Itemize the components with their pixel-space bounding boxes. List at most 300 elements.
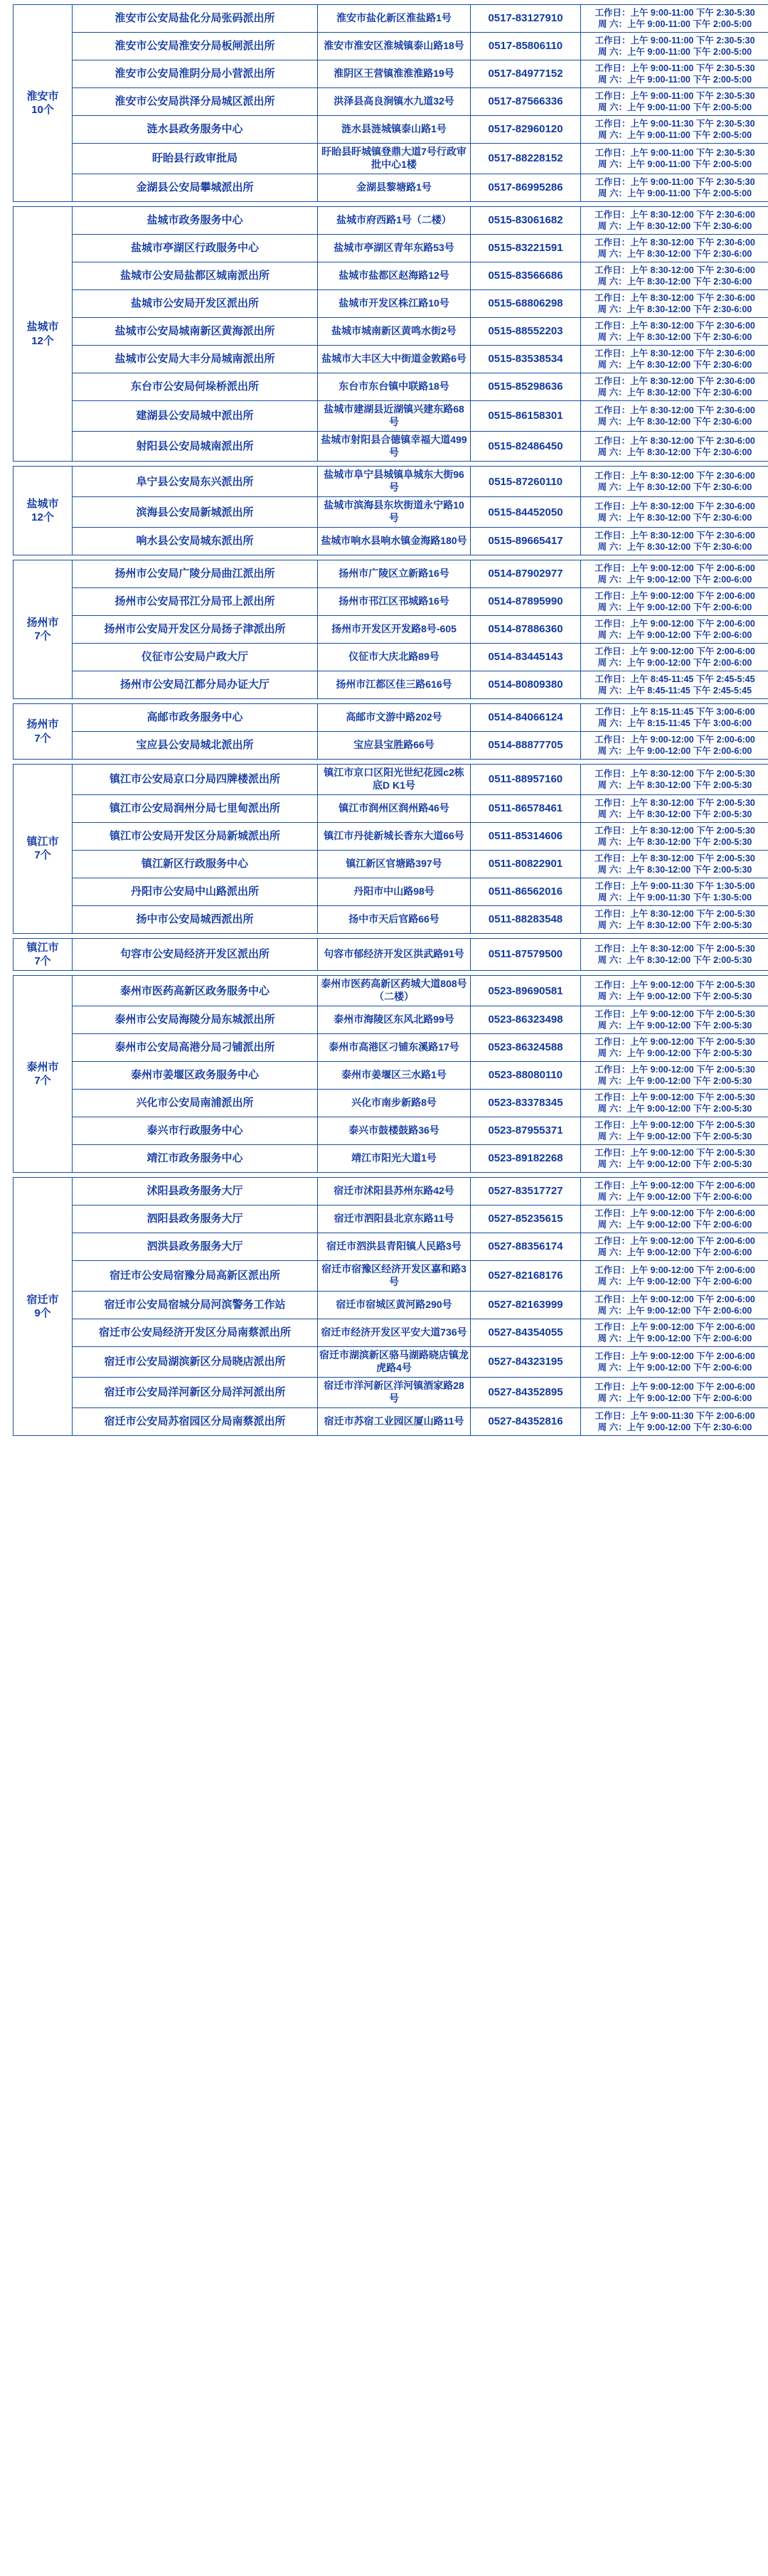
telephone-cell[interactable]: 0517-88228152 xyxy=(471,144,581,174)
region-name: 镇江市 xyxy=(15,941,70,954)
region-table xyxy=(13,938,768,971)
hours-cell xyxy=(581,560,768,588)
unit-name-cell: 仪征市公安局户政大厅 xyxy=(73,644,318,671)
table-row xyxy=(14,1006,768,1034)
address-cell: 泰州市医药高新区药城大道808号（二楼） xyxy=(318,976,471,1006)
hours-line: 工作日：上午 8:30-12:00 下午 2:00-5:30 xyxy=(582,797,767,809)
table-row xyxy=(14,497,768,528)
table-row xyxy=(14,5,768,33)
unit-name-cell: 宿迁市公安局宿豫分局高新区派出所 xyxy=(73,1261,318,1292)
table-row xyxy=(14,1261,768,1292)
table-row xyxy=(14,1233,768,1261)
telephone-cell[interactable]: 0511-86562016 xyxy=(471,878,581,905)
region-cell xyxy=(14,1178,73,1435)
telephone-cell[interactable]: 0514-88877705 xyxy=(471,732,581,760)
hours-line: 周 六：上午 9:00-12:00 下午 2:00-6:00 xyxy=(582,657,767,669)
table-row xyxy=(14,850,768,878)
hours-line: 周 六：上午 9:00-12:00 下午 2:00-6:00 xyxy=(582,1305,767,1316)
unit-name-cell: 扬州市公安局广陵分局曲江派出所 xyxy=(73,560,318,588)
table-row xyxy=(14,289,768,317)
table-row xyxy=(14,765,768,795)
hours-cell xyxy=(581,704,768,732)
unit-name-cell: 盐城市政务服务中心 xyxy=(73,206,318,234)
table-row xyxy=(14,794,768,822)
hours-line: 周 六：上午 8:30-12:00 下午 2:30-6:00 xyxy=(582,447,767,458)
telephone-cell[interactable]: 0515-83221591 xyxy=(471,234,581,262)
hours-line: 周 六：上午 8:30-12:00 下午 2:30-6:00 xyxy=(582,416,767,427)
unit-name-cell: 扬州市公安局开发区分局扬子津派出所 xyxy=(73,616,318,644)
hours-line: 工作日：上午 9:00-12:00 下午 2:00-6:00 xyxy=(582,1321,767,1333)
hours-line: 工作日：上午 8:30-12:00 下午 2:30-6:00 xyxy=(582,405,767,416)
telephone-cell[interactable]: 0517-84977152 xyxy=(471,60,581,88)
hours-cell xyxy=(581,1006,768,1034)
telephone-cell[interactable]: 0517-86995286 xyxy=(471,174,581,201)
hours-line: 周 六：上午 8:30-12:00 下午 2:00-5:30 xyxy=(582,779,767,791)
address-cell: 扬州市江都区佳三路616号 xyxy=(318,671,471,699)
telephone-cell[interactable]: 0523-89690581 xyxy=(471,976,581,1006)
address-cell: 涟水县涟城镇泰山路1号 xyxy=(318,116,471,144)
address-cell: 盐城市射阳县合德镇幸福大道499号 xyxy=(318,431,471,462)
hours-cell xyxy=(581,144,768,174)
telephone-cell[interactable]: 0517-87566336 xyxy=(471,88,581,116)
region-cell xyxy=(14,938,73,970)
telephone-cell[interactable]: 0514-80809380 xyxy=(471,671,581,699)
hours-line: 工作日：上午 8:30-12:00 下午 2:00-5:30 xyxy=(582,825,767,836)
hours-line: 工作日：上午 9:00-11:00 下午 2:30-5:30 xyxy=(582,90,767,102)
unit-name-cell: 盐城市公安局大丰分局城南派出所 xyxy=(73,345,318,373)
telephone-cell[interactable]: 0511-86578461 xyxy=(471,794,581,822)
telephone-cell[interactable]: 0527-88356174 xyxy=(471,1233,581,1261)
hours-line: 工作日：上午 9:00-11:00 下午 2:30-5:30 xyxy=(582,147,767,159)
telephone-cell[interactable]: 0514-84066124 xyxy=(471,704,581,732)
hours-line: 工作日：上午 9:00-12:00 下午 2:00-5:30 xyxy=(582,979,767,991)
table-row xyxy=(14,400,768,431)
telephone-cell[interactable]: 0511-88957160 xyxy=(471,765,581,795)
telephone-cell[interactable]: 0515-89665417 xyxy=(471,528,581,555)
unit-name-cell: 扬州市公安局江都分局办证大厅 xyxy=(73,671,318,699)
telephone-cell[interactable]: 0523-87955371 xyxy=(471,1117,581,1145)
telephone-cell[interactable]: 0517-83127910 xyxy=(471,5,581,33)
telephone-cell[interactable]: 0514-83445143 xyxy=(471,644,581,671)
hours-line: 周 六：上午 9:00-12:00 下午 2:00-6:00 xyxy=(582,745,767,757)
hours-line: 工作日：上午 9:00-12:00 下午 2:00-6:00 xyxy=(582,1294,767,1305)
hours-cell xyxy=(581,765,768,795)
address-cell: 扬州市邗江区邗城路16号 xyxy=(318,588,471,616)
hours-cell xyxy=(581,822,768,850)
address-cell: 靖江市阳光大道1号 xyxy=(318,1145,471,1173)
hours-cell xyxy=(581,1205,768,1233)
table-row xyxy=(14,1319,768,1346)
region-count: 12个 xyxy=(15,511,70,524)
region-cell xyxy=(14,206,73,462)
telephone-cell[interactable]: 0523-86324588 xyxy=(471,1034,581,1062)
hours-line: 周 六：上午 8:30-12:00 下午 2:00-5:30 xyxy=(582,809,767,820)
address-cell: 盐城市开发区株江路10号 xyxy=(318,289,471,317)
region-cell xyxy=(14,5,73,202)
unit-name-cell: 淮安市公安局洪泽分局城区派出所 xyxy=(73,88,318,116)
address-cell: 金湖县黎塘路1号 xyxy=(318,174,471,201)
unit-name-cell: 宿迁市公安局经济开发区分局南蔡派出所 xyxy=(73,1319,318,1346)
hours-line: 工作日：上午 9:00-11:00 下午 2:30-5:30 xyxy=(582,176,767,188)
hours-line: 工作日：上午 8:30-12:00 下午 2:30-6:00 xyxy=(582,530,767,541)
address-cell: 盐城市大丰区大中街道金敦路6号 xyxy=(318,345,471,373)
telephone-cell[interactable]: 0515-83061682 xyxy=(471,206,581,234)
table-row xyxy=(14,878,768,905)
table-row xyxy=(14,345,768,373)
hours-cell xyxy=(581,1319,768,1346)
hours-cell xyxy=(581,497,768,528)
address-cell: 仪征市大庆北路89号 xyxy=(318,644,471,671)
hours-line: 工作日：上午 9:00-12:00 下午 2:00-6:00 xyxy=(582,1235,767,1247)
table-row xyxy=(14,116,768,144)
region-name: 宿迁市 xyxy=(15,1293,70,1306)
region-count: 12个 xyxy=(15,334,70,348)
hours-cell xyxy=(581,644,768,671)
hours-line: 工作日：上午 8:30-12:00 下午 2:30-6:00 xyxy=(582,292,767,304)
hours-line: 周 六：上午 8:30-12:00 下午 2:00-5:30 xyxy=(582,920,767,931)
region-cell xyxy=(14,704,73,760)
hours-line: 工作日：上午 8:30-12:00 下午 2:00-5:30 xyxy=(582,943,767,954)
unit-name-cell: 扬中市公安局城西派出所 xyxy=(73,905,318,933)
hours-line: 工作日：上午 9:00-11:00 下午 2:30-5:30 xyxy=(582,63,767,74)
telephone-cell[interactable]: 0515-88552203 xyxy=(471,317,581,345)
address-cell: 盐城市滨海县东坎街道永宁路10号 xyxy=(318,497,471,528)
hours-cell xyxy=(581,289,768,317)
hours-cell xyxy=(581,1178,768,1205)
telephone-cell[interactable]: 0527-84323195 xyxy=(471,1346,581,1377)
region-name: 盐城市 xyxy=(15,497,70,511)
hours-cell xyxy=(581,60,768,88)
hours-cell xyxy=(581,1407,768,1435)
hours-line: 工作日：上午 9:00-12:00 下午 2:00-6:00 xyxy=(582,563,767,574)
unit-name-cell: 靖江市政务服务中心 xyxy=(73,1145,318,1173)
table-row xyxy=(14,60,768,88)
address-cell: 镇江新区官塘路397号 xyxy=(318,850,471,878)
address-cell: 镇江市丹徒新城长香东大道66号 xyxy=(318,822,471,850)
region-table xyxy=(13,560,768,699)
unit-name-cell: 盐城市亭湖区行政服务中心 xyxy=(73,234,318,262)
hours-line: 工作日：上午 9:00-12:00 下午 2:00-6:00 xyxy=(582,1351,767,1362)
telephone-cell[interactable]: 0515-82486450 xyxy=(471,431,581,462)
telephone-cell[interactable]: 0511-87579500 xyxy=(471,938,581,970)
hours-cell xyxy=(581,345,768,373)
region-count: 7个 xyxy=(15,954,70,968)
unit-name-cell: 建湖县公安局城中派出所 xyxy=(73,400,318,431)
hours-line: 周 六：上午 8:30-12:00 下午 2:30-6:00 xyxy=(582,220,767,232)
telephone-cell[interactable]: 0515-68806298 xyxy=(471,289,581,317)
table-row xyxy=(14,1062,768,1090)
table-row xyxy=(14,1291,768,1319)
address-cell: 泰州市海陵区东风北路99号 xyxy=(318,1006,471,1034)
hours-line: 周 六：上午 9:00-12:00 下午 2:30-6:00 xyxy=(582,1422,767,1433)
unit-name-cell: 涟水县政务服务中心 xyxy=(73,116,318,144)
document-page xyxy=(0,4,768,2576)
address-cell: 宿迁市泗洪县青阳镇人民路3号 xyxy=(318,1233,471,1261)
telephone-cell[interactable]: 0514-87902977 xyxy=(471,560,581,588)
hours-line: 周 六：上午 9:00-12:00 下午 2:00-6:00 xyxy=(582,1191,767,1203)
unit-name-cell: 宿迁市公安局湖滨新区分局晓店派出所 xyxy=(73,1346,318,1377)
table-row xyxy=(14,616,768,644)
telephone-cell[interactable]: 0523-83378345 xyxy=(471,1090,581,1117)
hours-line: 周 六：上午 9:00-11:00 下午 2:00-5:00 xyxy=(582,159,767,170)
address-cell: 宿迁市泗阳县北京东路11号 xyxy=(318,1205,471,1233)
hours-line: 工作日：上午 9:00-12:00 下午 2:00-5:30 xyxy=(582,1147,767,1159)
unit-name-cell: 高邮市政务服务中心 xyxy=(73,704,318,732)
hours-line: 周 六：上午 8:45-11:45 下午 2:45-5:45 xyxy=(582,685,767,696)
region-name: 扬州市 xyxy=(15,718,70,731)
hours-line: 工作日：上午 9:00-11:30 下午 2:30-5:30 xyxy=(582,118,767,129)
telephone-cell[interactable]: 0514-87886360 xyxy=(471,616,581,644)
address-cell: 盐城市亭湖区青年东路53号 xyxy=(318,234,471,262)
hours-line: 周 六：上午 9:00-12:00 下午 2:00-6:00 xyxy=(582,629,767,641)
address-cell: 盐城市府西路1号（二楼） xyxy=(318,206,471,234)
hours-cell xyxy=(581,528,768,555)
hours-line: 工作日：上午 8:30-12:00 下午 2:30-6:00 xyxy=(582,209,767,220)
telephone-cell[interactable]: 0515-85298636 xyxy=(471,373,581,400)
address-cell: 淮阴区王营镇淮淮淮路19号 xyxy=(318,60,471,88)
hours-line: 工作日：上午 8:30-12:00 下午 2:30-6:00 xyxy=(582,348,767,359)
unit-name-cell: 镇江新区行政服务中心 xyxy=(73,850,318,878)
hours-cell xyxy=(581,116,768,144)
table-row xyxy=(14,1178,768,1205)
hours-cell xyxy=(581,1346,768,1377)
unit-name-cell: 射阳县公安局城南派出所 xyxy=(73,431,318,462)
hours-cell xyxy=(581,850,768,878)
telephone-cell[interactable]: 0515-84452050 xyxy=(471,497,581,528)
hours-line: 周 六：上午 8:30-12:00 下午 2:30-6:00 xyxy=(582,359,767,371)
address-cell: 丹阳市中山路98号 xyxy=(318,878,471,905)
address-cell: 宿迁市苏宿工业园区厦山路11号 xyxy=(318,1407,471,1435)
hours-line: 工作日：上午 8:30-12:00 下午 2:30-6:00 xyxy=(582,320,767,331)
unit-name-cell: 淮安市公安局盐化分局张码派出所 xyxy=(73,5,318,33)
hours-line: 工作日：上午 8:30-12:00 下午 2:30-6:00 xyxy=(582,501,767,512)
table-row xyxy=(14,671,768,699)
hours-cell xyxy=(581,206,768,234)
address-cell: 盐城市阜宁县城镇阜城东大街96号 xyxy=(318,467,471,497)
hours-line: 周 六：上午 9:00-12:00 下午 2:00-6:00 xyxy=(582,1362,767,1373)
telephone-cell[interactable]: 0515-83566686 xyxy=(471,262,581,289)
table-row xyxy=(14,144,768,174)
address-cell: 镇江市润州区润州路46号 xyxy=(318,794,471,822)
unit-name-cell: 淮安市公安局淮安分局板闸派出所 xyxy=(73,33,318,60)
hours-line: 周 六：上午 8:30-12:00 下午 2:30-6:00 xyxy=(582,481,767,493)
hours-line: 工作日：上午 9:00-11:30 下午 1:30-5:00 xyxy=(582,880,767,892)
hours-line: 工作日：上午 9:00-12:00 下午 2:00-6:00 xyxy=(582,590,767,602)
unit-name-cell: 泰州市公安局高港分局刁铺派出所 xyxy=(73,1034,318,1062)
unit-name-cell: 丹阳市公安局中山路派出所 xyxy=(73,878,318,905)
hours-cell xyxy=(581,1377,768,1407)
telephone-cell[interactable]: 0514-87895990 xyxy=(471,588,581,616)
address-cell: 扬中市天后官路66号 xyxy=(318,905,471,933)
telephone-cell[interactable]: 0517-82960120 xyxy=(471,116,581,144)
table-row xyxy=(14,88,768,116)
address-cell: 盱眙县盱城镇登鼎大道7号行政审批中心1楼 xyxy=(318,144,471,174)
telephone-cell[interactable]: 0523-89182268 xyxy=(471,1145,581,1173)
unit-name-cell: 响水县公安局城东派出所 xyxy=(73,528,318,555)
hours-cell xyxy=(581,732,768,760)
address-cell: 宿迁市宿城区黄河路290号 xyxy=(318,1291,471,1319)
hours-cell xyxy=(581,878,768,905)
hours-line: 工作日：上午 9:00-12:00 下午 2:00-6:00 xyxy=(582,618,767,629)
hours-line: 工作日：上午 9:00-12:00 下午 2:00-6:00 xyxy=(582,1265,767,1276)
address-cell: 洪泽县高良涧镇水九道32号 xyxy=(318,88,471,116)
hours-line: 周 六：上午 9:00-12:00 下午 2:00-6:00 xyxy=(582,1276,767,1287)
hours-line: 周 六：上午 9:00-12:00 下午 2:00-5:30 xyxy=(582,1048,767,1059)
hours-line: 工作日：上午 8:45-11:45 下午 2:45-5:45 xyxy=(582,674,767,685)
hours-line: 工作日：上午 9:00-12:00 下午 2:00-6:00 xyxy=(582,1208,767,1219)
region-name: 盐城市 xyxy=(15,320,70,334)
table-row xyxy=(14,234,768,262)
telephone-cell[interactable]: 0527-84352895 xyxy=(471,1377,581,1407)
telephone-cell[interactable]: 0523-88080110 xyxy=(471,1062,581,1090)
hours-line: 周 六：上午 8:30-12:00 下午 2:30-6:00 xyxy=(582,387,767,398)
address-cell: 镇江市京口区阳光世纪花园c2栋底D K1号 xyxy=(318,765,471,795)
address-cell: 高邮市文游中路202号 xyxy=(318,704,471,732)
hours-line: 周 六：上午 9:00-11:00 下午 2:00-5:00 xyxy=(582,129,767,141)
hours-cell xyxy=(581,1145,768,1173)
region-table xyxy=(13,764,768,934)
table-row xyxy=(14,373,768,400)
hours-line: 周 六：上午 8:30-12:00 下午 2:00-5:30 xyxy=(582,864,767,875)
hours-cell xyxy=(581,1117,768,1145)
table-row xyxy=(14,644,768,671)
address-cell: 淮安市淮安区淮城镇泰山路18号 xyxy=(318,33,471,60)
table-row xyxy=(14,1205,768,1233)
telephone-cell[interactable]: 0527-82168176 xyxy=(471,1261,581,1292)
hours-cell xyxy=(581,671,768,699)
unit-name-cell: 扬州市公安局邗江分局邗上派出所 xyxy=(73,588,318,616)
hours-line: 工作日：上午 9:00-11:30 下午 2:00-6:00 xyxy=(582,1410,767,1422)
unit-name-cell: 盱眙县行政审批局 xyxy=(73,144,318,174)
unit-name-cell: 宿迁市公安局宿城分局河滨警务工作站 xyxy=(73,1291,318,1319)
hours-cell xyxy=(581,33,768,60)
telephone-cell[interactable]: 0511-88283548 xyxy=(471,905,581,933)
hours-cell xyxy=(581,1261,768,1292)
hours-line: 周 六：上午 9:00-12:00 下午 2:00-5:30 xyxy=(582,1075,767,1087)
hours-line: 周 六：上午 8:30-12:00 下午 2:30-6:00 xyxy=(582,304,767,315)
unit-name-cell: 泰州市医药高新区政务服务中心 xyxy=(73,976,318,1006)
hours-line: 工作日：上午 9:00-12:00 下午 2:00-6:00 xyxy=(582,1381,767,1393)
hours-line: 周 六：上午 9:00-12:00 下午 2:00-5:30 xyxy=(582,1159,767,1170)
address-cell: 泰州市姜堰区三水路1号 xyxy=(318,1062,471,1090)
address-cell: 扬州市开发区开发路8号-605 xyxy=(318,616,471,644)
table-row xyxy=(14,1145,768,1173)
hours-cell xyxy=(581,1062,768,1090)
hours-line: 工作日：上午 8:30-12:00 下午 2:00-5:30 xyxy=(582,853,767,864)
telephone-cell[interactable]: 0523-86323498 xyxy=(471,1006,581,1034)
telephone-cell[interactable]: 0527-84352816 xyxy=(471,1407,581,1435)
unit-name-cell: 宿迁市公安局苏宿园区分局南蔡派出所 xyxy=(73,1407,318,1435)
hours-cell xyxy=(581,1034,768,1062)
region-count: 10个 xyxy=(15,103,70,117)
unit-name-cell: 宝应县公安局城北派出所 xyxy=(73,732,318,760)
hours-line: 周 六：上午 9:00-12:00 下午 2:00-5:30 xyxy=(582,1131,767,1142)
table-row xyxy=(14,560,768,588)
unit-name-cell: 滨海县公安局新城派出所 xyxy=(73,497,318,528)
hours-line: 工作日：上午 9:00-12:00 下午 2:00-6:00 xyxy=(582,734,767,745)
hours-line: 工作日：上午 8:30-12:00 下午 2:00-5:30 xyxy=(582,908,767,920)
table-row xyxy=(14,262,768,289)
address-cell: 句容市郁经济开发区洪武路91号 xyxy=(318,938,471,970)
unit-name-cell: 沭阳县政务服务大厅 xyxy=(73,1178,318,1205)
hours-cell xyxy=(581,467,768,497)
address-cell: 宿迁市湖滨新区骆马湖路晓店镇龙虎路4号 xyxy=(318,1346,471,1377)
hours-line: 工作日：上午 8:30-12:00 下午 2:30-6:00 xyxy=(582,376,767,387)
unit-name-cell: 镇江市公安局润州分局七里甸派出所 xyxy=(73,794,318,822)
hours-line: 周 六：上午 9:00-12:00 下午 2:00-5:30 xyxy=(582,1103,767,1114)
table-row xyxy=(14,33,768,60)
hours-line: 工作日：上午 8:15-11:45 下午 3:00-6:00 xyxy=(582,706,767,718)
region-cell xyxy=(14,467,73,555)
telephone-cell[interactable]: 0517-85806110 xyxy=(471,33,581,60)
telephone-cell[interactable]: 0527-82163999 xyxy=(471,1291,581,1319)
region-cell xyxy=(14,765,73,934)
telephone-cell[interactable]: 0527-85235615 xyxy=(471,1205,581,1233)
tables-root xyxy=(0,4,768,1436)
hours-cell xyxy=(581,174,768,201)
table-row xyxy=(14,905,768,933)
table-row xyxy=(14,317,768,345)
region-name: 扬州市 xyxy=(15,616,70,629)
hours-cell xyxy=(581,905,768,933)
hours-line: 工作日：上午 9:00-12:00 下午 2:00-6:00 xyxy=(582,1180,767,1191)
unit-name-cell: 宿迁市公安局洋河新区分局洋河派出所 xyxy=(73,1377,318,1407)
telephone-cell[interactable]: 0515-87260110 xyxy=(471,467,581,497)
hours-line: 周 六：上午 9:00-12:00 下午 2:00-6:00 xyxy=(582,574,767,585)
hours-line: 周 六：上午 9:00-12:00 下午 2:00-5:30 xyxy=(582,991,767,1002)
hours-line: 周 六：上午 9:00-11:00 下午 2:00-5:00 xyxy=(582,188,767,199)
address-cell: 宿迁市宿豫区经济开发区嘉和路3号 xyxy=(318,1261,471,1292)
hours-line: 工作日：上午 9:00-12:00 下午 2:00-6:00 xyxy=(582,646,767,657)
hours-line: 工作日：上午 9:00-12:00 下午 2:00-5:30 xyxy=(582,1092,767,1103)
hours-line: 周 六：上午 8:30-12:00 下午 2:00-5:30 xyxy=(582,954,767,966)
table-row xyxy=(14,822,768,850)
telephone-cell[interactable]: 0515-86158301 xyxy=(471,400,581,431)
hours-line: 工作日：上午 8:30-12:00 下午 2:30-6:00 xyxy=(582,237,767,248)
hours-cell xyxy=(581,588,768,616)
hours-cell xyxy=(581,431,768,462)
table-row xyxy=(14,1346,768,1377)
hours-cell xyxy=(581,317,768,345)
telephone-cell[interactable]: 0511-80822901 xyxy=(471,850,581,878)
address-cell: 盐城市响水县响水镇金海路180号 xyxy=(318,528,471,555)
hours-line: 工作日：上午 8:30-12:00 下午 2:30-6:00 xyxy=(582,470,767,481)
table-row xyxy=(14,1407,768,1435)
region-count: 7个 xyxy=(15,629,70,643)
unit-name-cell: 东台市公安局何垛桥派出所 xyxy=(73,373,318,400)
hours-cell xyxy=(581,616,768,644)
telephone-cell[interactable]: 0527-84354055 xyxy=(471,1319,581,1346)
hours-line: 周 六：上午 9:00-11:00 下午 2:00-5:00 xyxy=(582,102,767,113)
telephone-cell[interactable]: 0515-83538534 xyxy=(471,345,581,373)
region-cell xyxy=(14,976,73,1173)
region-table xyxy=(13,703,768,760)
telephone-cell[interactable]: 0511-85314606 xyxy=(471,822,581,850)
unit-name-cell: 泰州市姜堰区政务服务中心 xyxy=(73,1062,318,1090)
table-row xyxy=(14,431,768,462)
address-cell: 泰州市高港区刁铺东溪路17号 xyxy=(318,1034,471,1062)
region-name: 淮安市 xyxy=(15,90,70,103)
unit-name-cell: 泰兴市行政服务中心 xyxy=(73,1117,318,1145)
hours-line: 工作日：上午 9:00-12:00 下午 2:00-5:30 xyxy=(582,1036,767,1048)
hours-line: 周 六：上午 8:30-12:00 下午 2:00-5:30 xyxy=(582,836,767,848)
hours-cell xyxy=(581,400,768,431)
unit-name-cell: 阜宁县公安局东兴派出所 xyxy=(73,467,318,497)
telephone-cell[interactable]: 0527-83517727 xyxy=(471,1178,581,1205)
hours-cell xyxy=(581,1233,768,1261)
hours-line: 周 六：上午 9:00-12:00 下午 2:00-6:00 xyxy=(582,1393,767,1404)
address-cell: 盐城市盐都区赵海路12号 xyxy=(318,262,471,289)
